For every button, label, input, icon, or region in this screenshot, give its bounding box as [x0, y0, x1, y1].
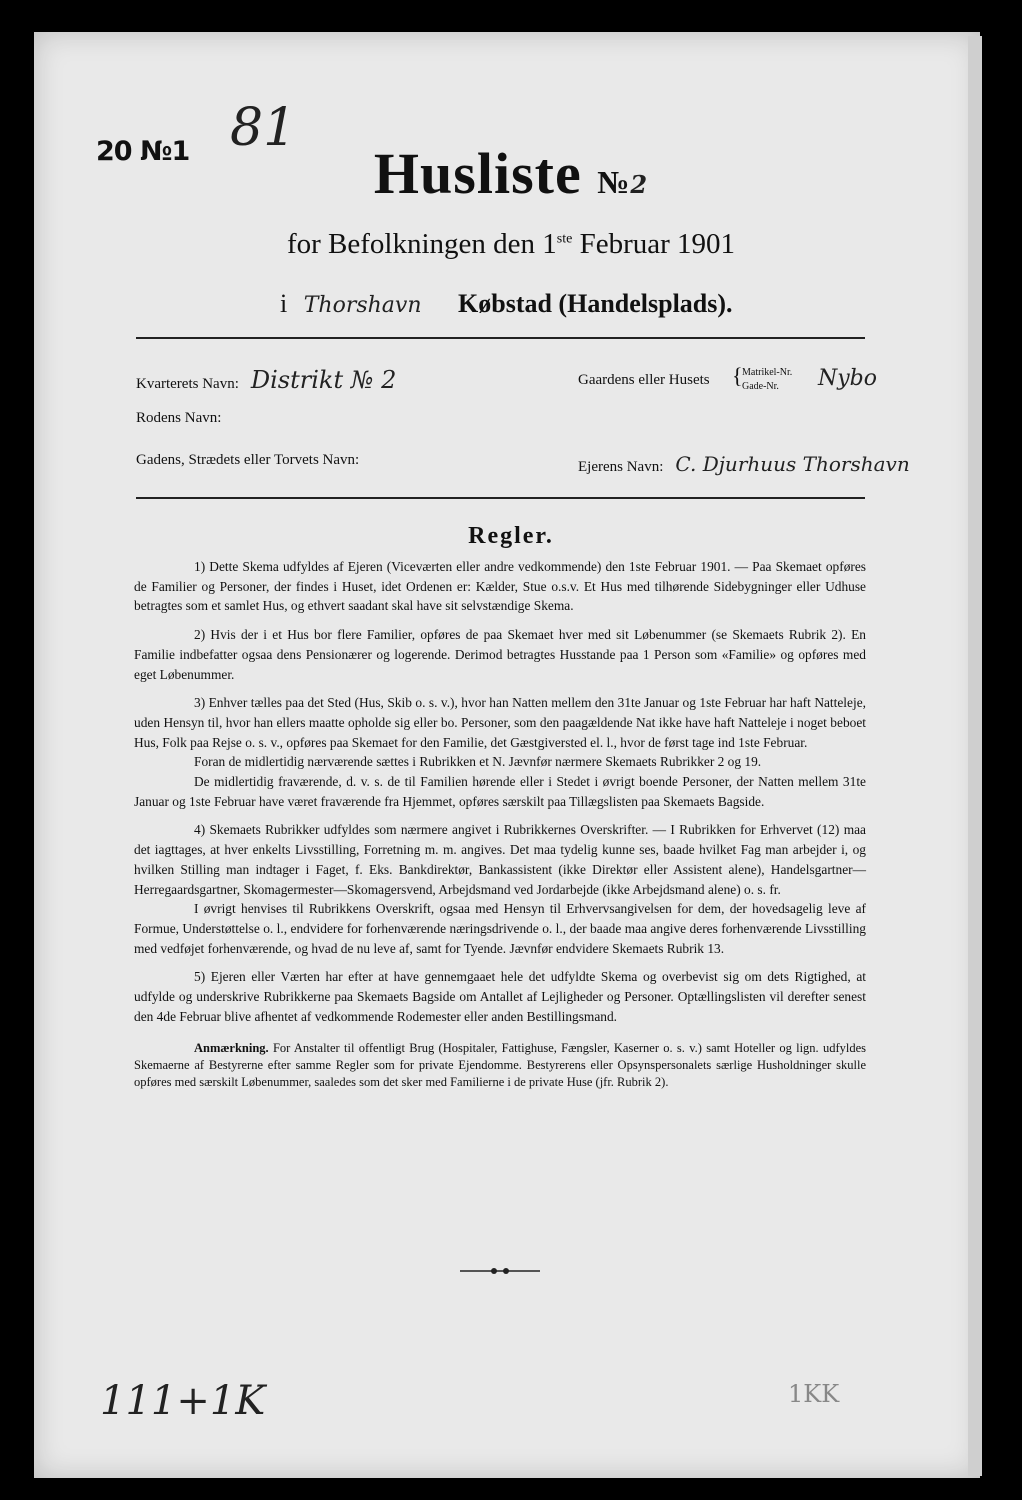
divider-top	[136, 337, 865, 339]
kvarter-field	[136, 366, 396, 394]
rule-4: 4) Skemaets Rubrikker udfyldes som nærmere angivet i Rubrikkernes Overskrifter. — I Rubrikken for Erhvervet (12) maa det iagttages, at hver enkelts Livsstilling, Forretning m. m. angives. Det maa tydelig kunne ses, baade hvilket Fag man arbejder i, og hvilken Stilling man indtager i Faget, f. Eks. Bankdirektør, Bankassistent (ikke Direktør eller Assistent alene), Handelsgartner—Herregaardsgartner, Skomagermester—Skomagersvend, Arbejdsmand ved Jordarbejde (ikke Arbejdsmand alene) o. s. fr.	[134, 822, 866, 897]
page-title	[0, 140, 1022, 207]
note	[134, 1040, 866, 1091]
handwritten-number: 81	[230, 98, 297, 158]
ejer-label: Ejerens Navn:	[578, 459, 664, 475]
place-type: Købstad (Handelsplads).	[458, 289, 733, 318]
gaard-value: Nybo	[818, 366, 878, 391]
gadenr-label: Gade-Nr.	[742, 381, 779, 392]
gaard-field	[578, 372, 710, 389]
rule-3c: De midlertidig fraværende, d. v. s. de til Familien hørende eller i Stedet i øvrigt boende Personer, der Natten mellem 31te Januar og 1ste Februar have været fraværende fra Hjemmet, opføres særskilt paa Tillægslisten paa Skemaets Bagside.	[134, 774, 866, 809]
place-value: Thorshavn	[303, 293, 422, 318]
matrikel-label: Matrikel-Nr.	[742, 367, 793, 378]
rule-4b: I øvrigt henvises til Rubrikkens Overskrift, ogsaa med Hensyn til Erhvervsangivelsen for dem, der hovedsagelig leve af Formue, Understøttelse o. l., endvidere for forhenværende næringsdrivende o. l., der baade maa angive deres forhenværende Livsstilling med vedføjet forhenværende, og hvad de nu leve af, samt for Tyende. Jævnfør endvidere Skemaets Rubrik 13.	[134, 901, 866, 956]
number-value: 2	[630, 170, 649, 199]
archive-stamp: 20 №1	[96, 136, 190, 167]
rule-2: 2) Hvis der i et Hus bor flere Familier, opføres de paa Skemaet hver med sit Løbenummer (se Skemaets Rubrik 2). En Familie indbefatter ogsaa dens Pensionærer og logerende. Derimod betragtes Husstande paa 1 Person som «Familie» og opføres med eget Løbenummer.	[134, 627, 866, 682]
bracket: {	[732, 363, 743, 388]
number-label: №	[597, 164, 631, 200]
place-line	[280, 289, 733, 319]
rule-1: 1) Dette Skema udfyldes af Ejeren (Viceværten eller andre vedkommende) den 1ste Februar 1901. — Paa Skemaet opføres de Familier og Personer, der findes i Huset, idet Ordenen er: Kælder, Stue o.s.v. Et Hus med tilhørende Sidebygninger eller Udhuse betragtes som et samlet Hus, og ethvert saadant skal have sit selvstændige Skema.	[134, 559, 866, 614]
ejer-field	[578, 452, 910, 476]
rules-title: Regler.	[468, 523, 554, 549]
gaard-label: Gaardens eller Husets	[578, 372, 710, 388]
title-text: Husliste	[373, 141, 582, 206]
kvarter-label: Kvarterets Navn:	[136, 376, 239, 392]
roden-field	[136, 410, 221, 427]
ornament-divider	[460, 1266, 540, 1276]
place-prefix: i	[280, 289, 288, 318]
gade-field	[136, 452, 359, 469]
gade-label: Gadens, Strædets eller Torvets Navn:	[136, 452, 360, 468]
rule-5: 5) Ejeren eller Værten har efter at have gennemgaaet hele det udfyldte Skema og overbevist sig om dets Rigtighed, at udfylde og underskrive Rubrikkerne paa Skemaets Bagside om Antallet af Lejligheder og Personer. Optællingslisten vil derefter senest den 4de Februar blive afhentet af vedkommende Rodemester eller anden Bestillingsmand.	[134, 969, 866, 1024]
rule-3b: Foran de midlertidig nærværende sættes i Rubrikken et N. Jævnfør nærmere Skemaets Rubrikker 2 og 19.	[194, 754, 762, 770]
bottom-faint-mark: 1KK	[788, 1380, 840, 1408]
ejer-value: C. Djurhuus Thorshavn	[675, 452, 910, 476]
subtitle-pre: for Befolkningen den 1	[286, 228, 557, 260]
subtitle-sup: ste	[556, 231, 573, 247]
rule-3: 3) Enhver tælles paa det Sted (Hus, Skib o. s. v.), hvor han Natten mellem den 31te Januar og 1ste Februar har haft Natteleje, uden Hensyn til, hvor han ellers maatte opholde sig eller bo. Personer, som den paagældende Nat ikke have haft Natteleje i noget beboet Hus, Folk paa Rejse o. s. v., opføres paa Skemaet for den Familie, det Gæstgiversted el. l., hvor de først tage ind 1ste Februar.	[134, 695, 866, 750]
subtitle-post: Februar 1901	[572, 228, 736, 260]
kvarter-value: Distrikt № 2	[250, 366, 397, 394]
note-label: Anmærkning.	[194, 1041, 269, 1056]
divider-bottom	[136, 497, 865, 499]
roden-label: Rodens Navn:	[136, 410, 222, 426]
rules-body	[134, 557, 866, 1100]
bottom-handwritten-note: 111+1K	[100, 1378, 266, 1424]
note-text: For Anstalter til offentligt Brug (Hospitaler, Fattighuse, Fængsler, Kaserner o. s. v.) samt Hoteller og lign. udfyldes Skemaerne af Bestyrerne efter samme Regler som for private Ejendomme. Bestyrerens eller Opsynspersonalets særlige Husholdninger skulle opføres med særskilt Løbenummer, saaledes som det sker med Familierne i de private Huse (jfr. Rubrik 2).	[134, 1041, 866, 1090]
subtitle	[0, 228, 1022, 261]
